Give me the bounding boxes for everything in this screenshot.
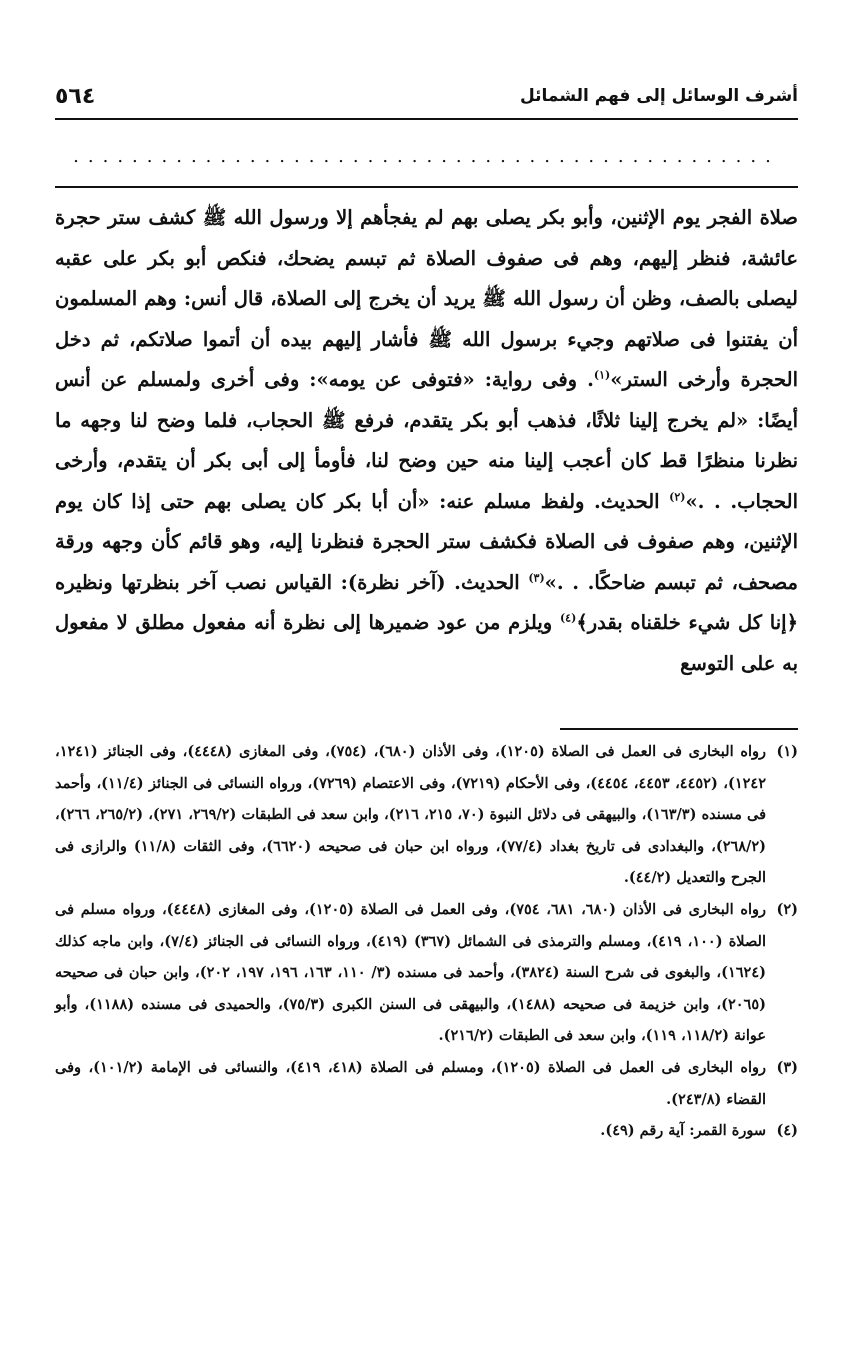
footnote-number: (٣) (776, 1058, 798, 1076)
footnote (55, 894, 798, 1052)
main-paragraph (55, 198, 798, 684)
footnote-rule (560, 728, 798, 730)
footnote-text: رواه البخارى فى العمل فى الصلاة (١٢٠٥)، ومسلم فى الصلاة (٤١٨، ٤١٩)، والنسائى فى الإمامة (١٠١/٢)، وفى القضاء (٢٤٣/٨). (55, 1058, 766, 1108)
section-rule (55, 186, 798, 188)
main-text (55, 198, 798, 684)
text-part-1: صلاة الفجر يوم الإثنين، وأبو بكر يصلى بهم لم يفجأهم إلا ورسول الله ﷺ كشف ستر حجرة عائشة، فنظر إليهم، وهم فى صفوف الصلاة ثم تبسم يضحك، فنكص أبو بكر على عقبه ليصلى بالصف، وظن أن رسول الله ﷺ يريد أن يخرج إلى الصلاة، قال أنس: وهم المسلمون أن يفتنوا فى صلاتهم وجيء برسول الله ﷺ فأشار إليهم بيده أن أتموا صلاتكم، ثم دخل الحجرة وأرخى الستر» (55, 206, 798, 391)
footnote-text: رواه البخارى فى العمل فى الصلاة (١٢٠٥)، وفى الأذان (٦٨٠)، (٧٥٤)، وفى المغازى (٤٤٤٨)، وفى الجنائز (١٢٤١، ١٢٤٢)، (٤٤٥٢، ٤٤٥٣، ٤٤٥٤)، وفى الأحكام (٧٢١٩)، وفى الاعتصام (٧٢٦٩)، ورواه النسائى فى الجنائز (١١/٤)، وأحمد فى مسنده (١٦٣/٣)، والبيهقى فى دلائل النبوة (٧٠، ٢١٥، ٢١٦)، وابن سعد فى الطبقات (٢٦٩/٢، ٢٧١)، (٢٦٥/٢، ٢٦٦)، (٢٦٨/٢)، والبغدادى فى تاريخ بغداد (٧٧/٤)، ورواه ابن حبان فى صحيحه (٦٦٢٠)، وفى الثقات (١١/٨) والرازى فى الجرح والتعديل (٤٤/٢). (55, 743, 767, 887)
text-part-2: . وفى رواية: «فتوفى عن يومه»: وفى أخرى ولمسلم عن أنس أيضًا: «لم يخرج إلينا ثلاثًا، فذهب أبو بكر يتقدم، فرفع ﷺ الحجاب، فلما وضح لنا وجهه ما نظرنا منظرًا قط كان أعجب إلينا منه حين وضح لنا، فأومأ إلى أبى بكر أن يتقدم، وأرخى الحجاب. . .» (55, 368, 799, 513)
text-part-5: ويلزم من عود ضميرها إلى نظرة أنه مفعول مطلق لا مفعول به على التوسع (55, 611, 798, 675)
footnote-number: (٤) (776, 1122, 798, 1140)
footnote-text: رواه البخارى فى الأذان (٦٨٠، ٦٨١، ٧٥٤)، وفى العمل فى الصلاة (١٢٠٥)، وفى المغازى (٤٤٤٨)، ورواه مسلم فى الصلاة (١٠٠، ٤١٩)، ومسلم والترمذى فى الشمائل (٣٦٧) (٤١٩)، ورواه النسائى فى الجنائز (٧/٤)، وابن ماجه كذلك (١٦٢٤)، والبغوى فى شرح السنة (٣٨٢٤)، وأحمد فى مسنده (٣/ ١١٠، ١٦٣، ١٩٦، ١٩٧، ٢٠٢)، وابن حبان فى صحيحه (٢٠٦٥)، وابن خزيمة فى صحيحه (١٤٨٨)، والبيهقى فى السنن الكبرى (٧٥/٣)، والحميدى فى مسنده (١١٨٨)، وأبو عوانة (١١٨/٢، ١١٩)، وابن سعد فى الطبقات (٢١٦/٢). (55, 900, 766, 1045)
footnote (55, 736, 798, 894)
page-number: ٥٦٤ (55, 83, 96, 109)
page-header (55, 78, 798, 114)
footnote-number: (٢) (776, 900, 798, 918)
footnote-ref-2: (٢) (669, 490, 686, 503)
dotted-separator: ................................................ (73, 146, 780, 167)
book-page (55, 0, 798, 1364)
text-part-4: الحديث. (آخر نظرة): القياس نصب آخر بنظرتها ونظيره ﴿إنا كل شيء خلقناه بقدر﴾ (55, 570, 799, 634)
running-title: أشرف الوسائل إلى فهم الشمائل (519, 86, 798, 106)
footnote-ref-4: (٤) (559, 611, 577, 625)
footnote (55, 1115, 798, 1147)
text-part-3: الحديث. ولفظ مسلم عنه: «أن أبا بكر كان يصلى بهم حتى إذا كان يوم الإثنين، وهم صفوف فى الصلاة فكشف ستر الحجرة فنظرنا إليه، وهو قائم كأن وجهه ورقة مصحف، ثم تبسم ضاحكًا. . .» (55, 489, 798, 594)
footnotes (55, 736, 798, 1147)
footnote-number: (١) (776, 743, 798, 760)
footnote-ref-3: (٣) (528, 571, 545, 584)
footnote-text: سورة القمر: آية رقم (٤٩). (600, 1122, 766, 1140)
footnote (55, 1052, 798, 1115)
footnote-ref-1: (١) (593, 368, 611, 382)
header-rule (55, 118, 798, 120)
